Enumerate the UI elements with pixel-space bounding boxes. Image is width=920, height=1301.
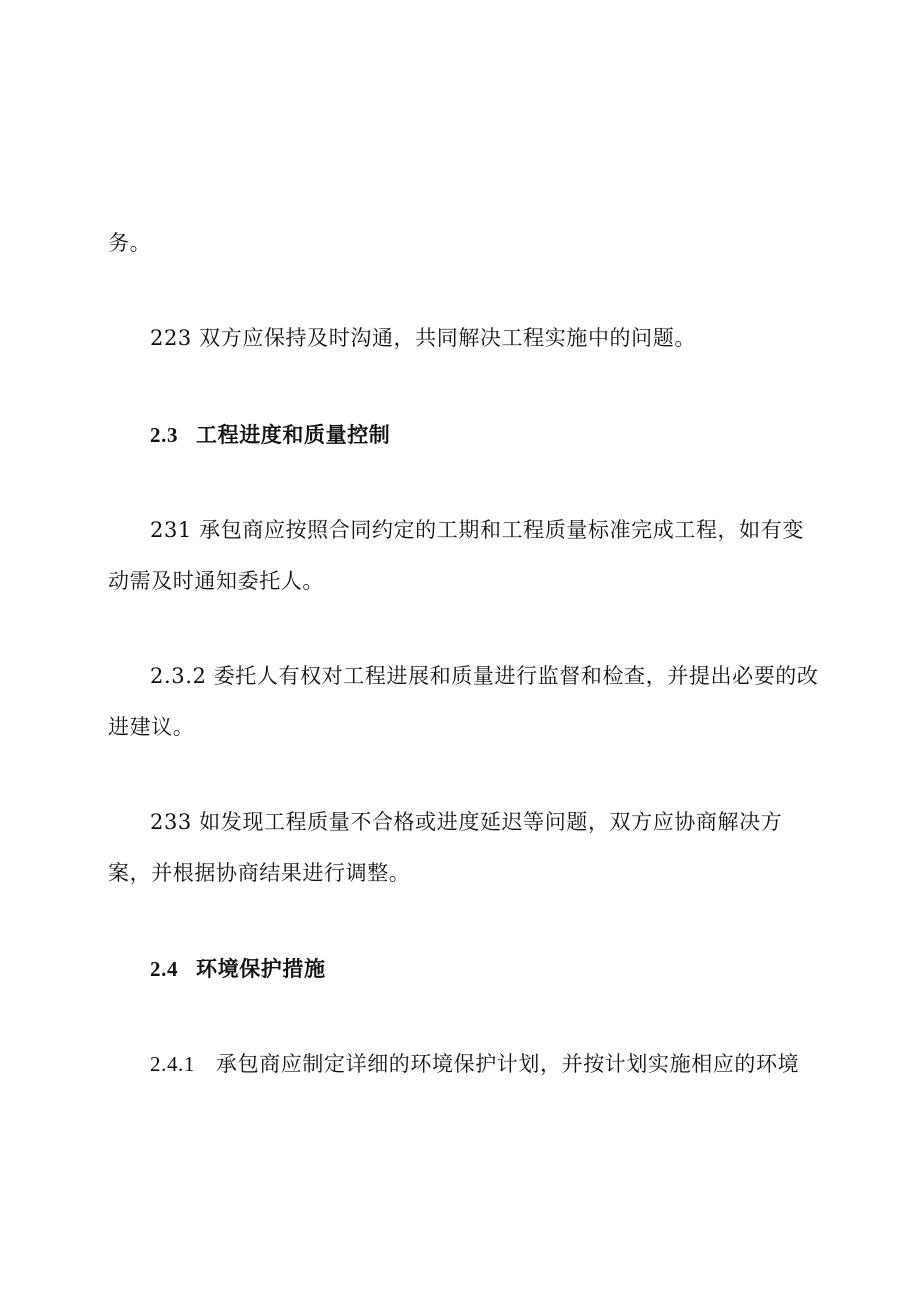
clause-2-3-2-line-1 bbox=[150, 662, 819, 690]
paragraph-text: 231 承包商应按照合同约定的工期和工程质量标准完成工程，如有变 bbox=[150, 518, 804, 542]
paragraph-text: 案，并根据协商结果进行调整。 bbox=[108, 861, 411, 885]
clause-2-2-3 bbox=[150, 324, 696, 352]
clause-2-3-3-line-1 bbox=[150, 808, 782, 836]
clause-2-3-1-line-2 bbox=[108, 567, 324, 595]
paragraph-text: 务。 bbox=[108, 231, 152, 255]
clause-2-3-3-line-2 bbox=[108, 859, 410, 887]
section-number: 2.3 bbox=[150, 423, 179, 447]
paragraph-text: 233 如发现工程质量不合格或进度延迟等问题，双方应协商解决方 bbox=[150, 810, 783, 834]
paragraph-text: 动需及时通知委托人。 bbox=[108, 569, 324, 593]
clause-number: 2.4.1 bbox=[150, 1052, 195, 1076]
section-heading-2-3 bbox=[150, 421, 390, 449]
clause-2-3-2-line-2 bbox=[108, 713, 194, 741]
section-heading-2-4 bbox=[150, 955, 326, 983]
section-title: 环境保护措施 bbox=[196, 956, 326, 981]
clause-2-4-1-line-1 bbox=[150, 1050, 799, 1078]
paragraph-text: 2.3.2 委托人有权对工程进展和质量进行监督和检查，并提出必要的改 bbox=[150, 664, 819, 688]
paragraph-text: 承包商应制定详细的环境保护计划，并按计划实施相应的环境 bbox=[216, 1052, 800, 1076]
clause-2-3-1-line-1 bbox=[150, 516, 804, 544]
section-number: 2.4 bbox=[150, 957, 179, 981]
paragraph-text: 进建议。 bbox=[108, 715, 195, 739]
paragraph-continuation bbox=[108, 229, 151, 257]
paragraph-text: 223 双方应保持及时沟通，共同解决工程实施中的问题。 bbox=[150, 326, 696, 350]
section-title: 工程进度和质量控制 bbox=[196, 422, 391, 447]
